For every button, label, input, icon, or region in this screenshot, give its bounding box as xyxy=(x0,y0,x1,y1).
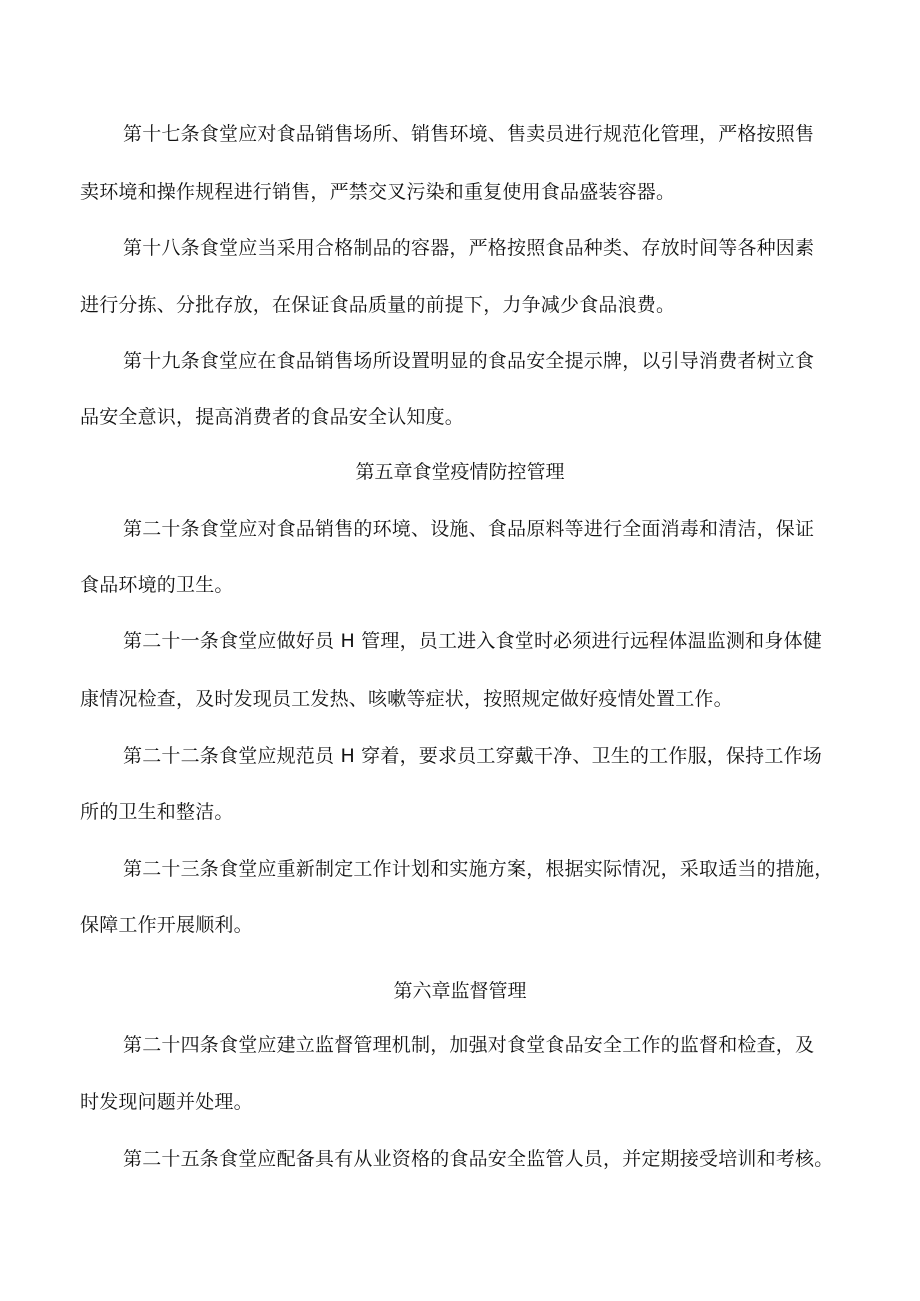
article-21-line-1: 第二十一条食堂应做好员 H 管理，员工进入食堂时必须进行远程体温监测和身体健 xyxy=(123,630,822,652)
article-21-line-2: 康情况检查，及时发现员工发热、咳嗽等症状，按照规定做好疫情处置工作。 xyxy=(80,688,733,710)
article-23-line-1: 第二十三条食堂应重新制定工作计划和实施方案，根据实际情况，采取适当的措施， xyxy=(123,858,834,880)
chapter-6-heading: 第六章监督管理 xyxy=(393,980,527,1002)
article-17-line-1: 第十七条食堂应对食品销售场所、销售环境、售卖员进行规范化管理，严格按照售 xyxy=(123,123,815,145)
article-18-line-2: 进行分拣、分批存放，在保证食品质量的前提下，力争减少食品浪费。 xyxy=(80,294,676,316)
article-25-line-1: 第二十五条食堂应配备具有从业资格的食品安全监管人员，并定期接受培训和考核。 xyxy=(123,1148,834,1170)
article-20-line-2: 食品环境的卫生。 xyxy=(80,574,234,596)
article-18-line-1: 第十八条食堂应当采用合格制品的容器，严格按照食品种类、存放时间等各种因素 xyxy=(123,237,815,259)
article-22-line-1: 第二十二条食堂应规范员 H 穿着，要求员工穿戴干净、卫生的工作服，保持工作场 xyxy=(123,745,822,767)
article-22-line-2: 所的卫生和整洁。 xyxy=(80,801,234,823)
article-24-line-2: 时发现问题并处理。 xyxy=(80,1091,253,1113)
article-19-line-2: 品安全意识，提高消费者的食品安全认知度。 xyxy=(80,406,465,428)
chapter-5-heading: 第五章食堂疫情防控管理 xyxy=(355,461,565,483)
article-19-line-1: 第十九条食堂应在食品销售场所设置明显的食品安全提示牌，以引导消费者树立食 xyxy=(123,350,815,372)
article-23-line-2: 保障工作开展顺利。 xyxy=(80,914,253,936)
article-17-line-2: 卖环境和操作规程进行销售，严禁交叉污染和重复使用食品盛装容器。 xyxy=(80,181,676,203)
article-20-line-1: 第二十条食堂应对食品销售的环境、设施、食品原料等进行全面消毒和清洁，保证 xyxy=(123,518,815,540)
article-24-line-1: 第二十四条食堂应建立监督管理机制，加强对食堂食品安全工作的监督和检查，及 xyxy=(123,1034,815,1056)
